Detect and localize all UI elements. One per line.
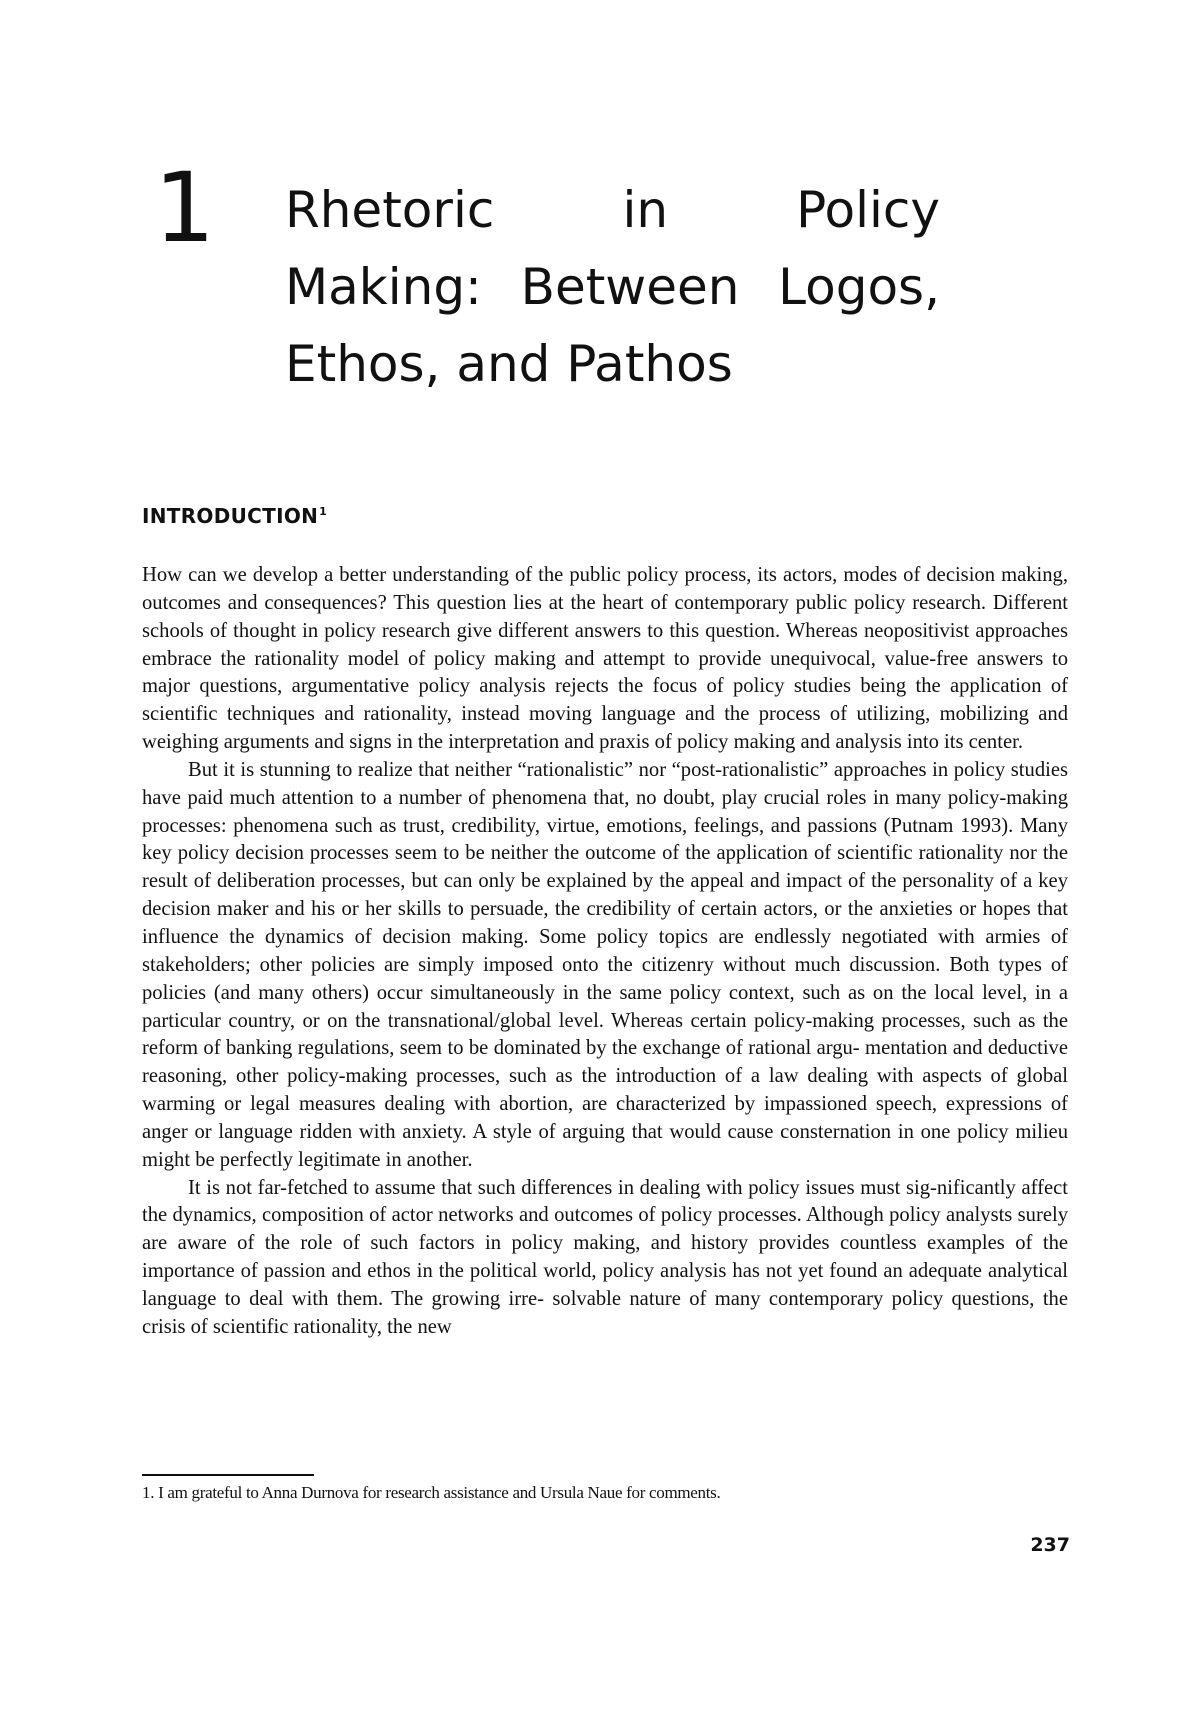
- footnote-text: I am grateful to Anna Durnova for research assistance and Ursula Naue for comments.: [158, 1483, 721, 1502]
- page-number: 237: [1030, 1534, 1070, 1556]
- chapter-title-line: [285, 172, 940, 249]
- footnote-reference: 1: [319, 505, 328, 519]
- chapter-title-word: Rhetoric: [285, 181, 495, 239]
- footnote-marker: 1.: [142, 1483, 155, 1502]
- chapter-title-word: Ethos, and Pathos: [285, 335, 733, 393]
- chapter-title-line: [285, 249, 940, 326]
- footnote-divider: [142, 1474, 314, 1476]
- chapter-title-line: [285, 326, 940, 403]
- section-heading-text: INTRODUCTION: [142, 504, 319, 528]
- paragraph: How can we develop a better understanding of the public policy process, its actors, modes of decision making, outcomes and consequences? This question lies at the heart of contemporary public policy research. Different schools of thought in policy research give different answers to this question. Whereas neopositivist approaches embrace the rationality model of policy making and attempt to provide unequivocal, value-free answers to major questions, argumentative policy analysis rejects the focus of policy studies being the application of scientific techniques and rationality, instead moving language and the process of utilizing, mobilizing and weighing arguments and signs in the interpretation and praxis of policy making and analysis into its center.: [142, 564, 1068, 754]
- chapter-title-word: Making:: [285, 258, 482, 316]
- body-text: [142, 562, 1068, 1342]
- chapter-title-word: Between: [520, 258, 740, 316]
- chapter-title-word: in: [622, 181, 669, 239]
- chapter-title-word: Logos,: [778, 258, 940, 316]
- footnote: [142, 1482, 1068, 1504]
- paragraph: But it is stunning to realize that neither “rationalistic” nor “post-rationalistic” approaches in policy studies have paid much attention to a number of phenomena that, no doubt, play crucial roles in many policy-making processes: phenomena such as trust, credibility, virtue, emotions, feelings, and passions (Putnam 1993). Many key policy decision processes seem to be neither the outcome of the application of scientific rationality nor the result of deliberation processes, but can only be explained by the appeal and impact of the personality of a key decision maker and his or her skills to persuade, the credibility of certain actors, or the anxieties or hopes that influence the dynamics of decision making. Some policy topics are endlessly negotiated with armies of stakeholders; other policies are simply imposed onto the citizenry without much discussion. Both types of policies (and many others) occur simultaneously in the same policy context, such as on the local level, in a particular country, or on the transnational/global level. Whereas certain policy-making processes, such as the reform of banking regulations, seem to be dominated by the exchange of rational argu- mentation and deductive reasoning, other policy-making processes, such as the introduction of a law dealing with aspects of global warming or legal measures dealing with abortion, are characterized by impassioned speech, expressions of anger or language ridden with anxiety. A style of arguing that would cause consternation in one policy milieu might be perfectly legitimate in another.: [142, 758, 1068, 1171]
- chapter-number: 1: [154, 152, 216, 264]
- chapter-title-word: Policy: [796, 181, 940, 239]
- paragraph: It is not far-fetched to assume that such differences in dealing with policy issues must sig-nificantly affect the dynamics, composition of actor networks and outcomes of policy processes. Although policy analysts surely are aware of the role of such factors in policy making, and history provides countless examples of the importance of passion and ethos in the political world, policy analysis has not yet found an adequate analytical language to deal with them. The growing irre- solvable nature of many contemporary policy questions, the crisis of scientific rationality, the new: [142, 1176, 1068, 1338]
- chapter-title: [285, 172, 940, 403]
- section-heading: [142, 504, 327, 528]
